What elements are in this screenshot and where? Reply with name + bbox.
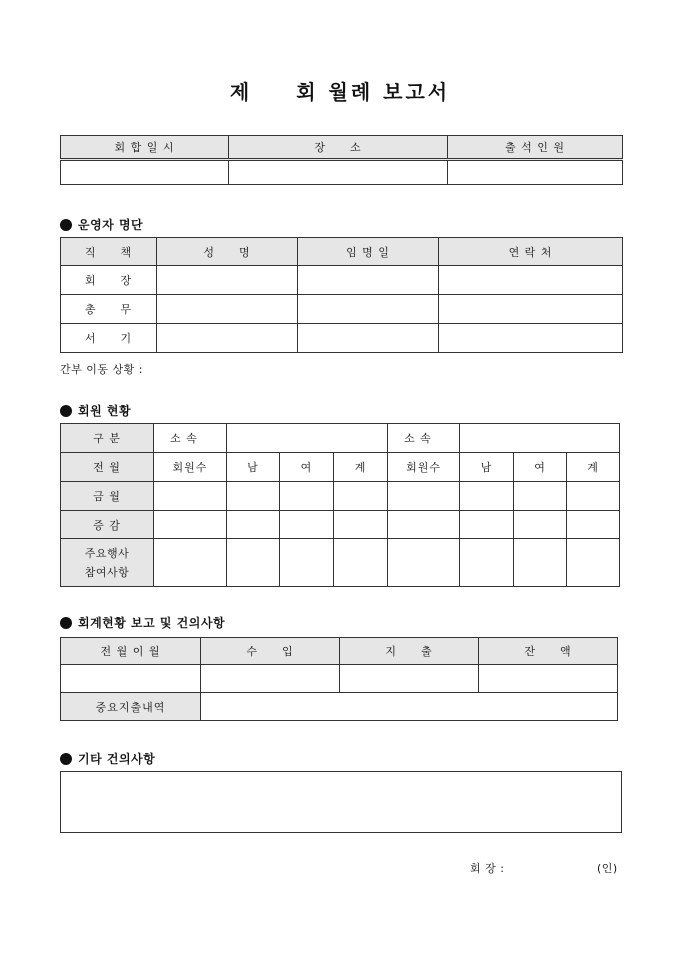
total-header: 계 bbox=[567, 453, 620, 482]
page-title bbox=[0, 76, 680, 105]
major-expense-label: 중요지출내역 bbox=[61, 693, 201, 721]
member-cell[interactable] bbox=[388, 511, 460, 539]
division-label: 구 분 bbox=[61, 424, 154, 453]
affiliation-value-2[interactable] bbox=[460, 424, 620, 453]
officer-date-cell[interactable] bbox=[298, 266, 439, 295]
member-cell[interactable] bbox=[388, 539, 460, 587]
member-cell[interactable] bbox=[334, 482, 388, 511]
meeting-info-table bbox=[60, 135, 623, 185]
officer-name-cell[interactable] bbox=[157, 266, 298, 295]
member-cell[interactable] bbox=[514, 482, 567, 511]
meeting-datetime-cell[interactable] bbox=[61, 160, 229, 185]
affiliation-value-1[interactable] bbox=[227, 424, 388, 453]
member-cell[interactable] bbox=[334, 539, 388, 587]
change-label: 증 감 bbox=[61, 511, 154, 539]
officer-change-note: 간부 이동 상황 : bbox=[60, 363, 143, 376]
officer-contact-cell[interactable] bbox=[439, 295, 623, 324]
member-cell[interactable] bbox=[460, 511, 514, 539]
officer-role-header: 직 책 bbox=[61, 238, 157, 266]
officer-contact-cell[interactable] bbox=[439, 266, 623, 295]
officers-section-title: 운영자 명단 bbox=[60, 216, 143, 233]
officer-date-cell[interactable] bbox=[298, 295, 439, 324]
balance-cell[interactable] bbox=[479, 665, 618, 693]
seal-mark: (인) bbox=[597, 862, 618, 875]
member-cell[interactable] bbox=[460, 539, 514, 587]
president-label: 회 장 : bbox=[470, 862, 505, 875]
meeting-place-cell[interactable] bbox=[229, 160, 448, 185]
officer-name-cell[interactable] bbox=[157, 295, 298, 324]
member-cell[interactable] bbox=[154, 482, 227, 511]
member-cell[interactable] bbox=[280, 482, 334, 511]
officer-role-cell: 서 기 bbox=[61, 324, 157, 353]
this-month-label: 금 월 bbox=[61, 482, 154, 511]
officer-role-cell: 총 무 bbox=[61, 295, 157, 324]
member-cell[interactable] bbox=[154, 539, 227, 587]
meeting-place-header: 장 소 bbox=[229, 136, 448, 160]
bullet-icon bbox=[60, 219, 72, 231]
member-cell[interactable] bbox=[388, 482, 460, 511]
member-cell[interactable] bbox=[514, 539, 567, 587]
member-cell[interactable] bbox=[514, 511, 567, 539]
affiliation-label-1: 소 속 bbox=[154, 424, 227, 453]
officer-date-cell[interactable] bbox=[298, 324, 439, 353]
female-header: 여 bbox=[280, 453, 334, 482]
member-cell[interactable] bbox=[567, 539, 620, 587]
female-header: 여 bbox=[514, 453, 567, 482]
members-table bbox=[60, 423, 620, 587]
balance-header: 잔 액 bbox=[479, 638, 618, 665]
officer-name-cell[interactable] bbox=[157, 324, 298, 353]
officer-date-header: 임 명 일 bbox=[298, 238, 439, 266]
bullet-icon bbox=[60, 617, 72, 629]
meeting-attendance-cell[interactable] bbox=[448, 160, 623, 185]
member-cell[interactable] bbox=[227, 482, 280, 511]
members-section-title: 회원 현황 bbox=[60, 402, 131, 419]
carryover-cell[interactable] bbox=[61, 665, 201, 693]
member-cell[interactable] bbox=[567, 511, 620, 539]
income-header: 수 입 bbox=[201, 638, 340, 665]
total-header: 계 bbox=[334, 453, 388, 482]
expense-cell[interactable] bbox=[340, 665, 479, 693]
bullet-icon bbox=[60, 405, 72, 417]
events-label: 주요행사 참여사항 bbox=[61, 539, 154, 587]
meeting-attendance-header: 출 석 인 원 bbox=[448, 136, 623, 160]
accounting-table bbox=[60, 637, 618, 721]
member-cell[interactable] bbox=[567, 482, 620, 511]
bullet-icon bbox=[60, 753, 72, 765]
meeting-datetime-header: 회 합 일 시 bbox=[61, 136, 229, 160]
officer-contact-header: 연 락 처 bbox=[439, 238, 623, 266]
title-prefix: 제 bbox=[229, 80, 253, 104]
male-header: 남 bbox=[227, 453, 280, 482]
major-expense-cell[interactable] bbox=[201, 693, 618, 721]
member-cell[interactable] bbox=[280, 539, 334, 587]
officer-name-header: 성 명 bbox=[157, 238, 298, 266]
member-count-header: 회원수 bbox=[154, 453, 227, 482]
officer-contact-cell[interactable] bbox=[439, 324, 623, 353]
carryover-header: 전 월 이 월 bbox=[61, 638, 201, 665]
other-suggestions-box[interactable] bbox=[60, 771, 622, 833]
officers-table bbox=[60, 237, 623, 353]
title-suffix: 회 월례 보고서 bbox=[296, 80, 451, 104]
member-cell[interactable] bbox=[227, 539, 280, 587]
member-cell[interactable] bbox=[227, 511, 280, 539]
officer-role-cell: 회 장 bbox=[61, 266, 157, 295]
accounting-section-title: 회계현황 보고 및 건의사항 bbox=[60, 614, 225, 631]
member-cell[interactable] bbox=[334, 511, 388, 539]
member-cell[interactable] bbox=[154, 511, 227, 539]
member-count-header: 회원수 bbox=[388, 453, 460, 482]
member-cell[interactable] bbox=[280, 511, 334, 539]
prev-month-label: 전 월 bbox=[61, 453, 154, 482]
male-header: 남 bbox=[460, 453, 514, 482]
other-section-title: 기타 건의사항 bbox=[60, 750, 155, 767]
affiliation-label-2: 소 속 bbox=[388, 424, 460, 453]
member-cell[interactable] bbox=[460, 482, 514, 511]
income-cell[interactable] bbox=[201, 665, 340, 693]
expense-header: 지 출 bbox=[340, 638, 479, 665]
